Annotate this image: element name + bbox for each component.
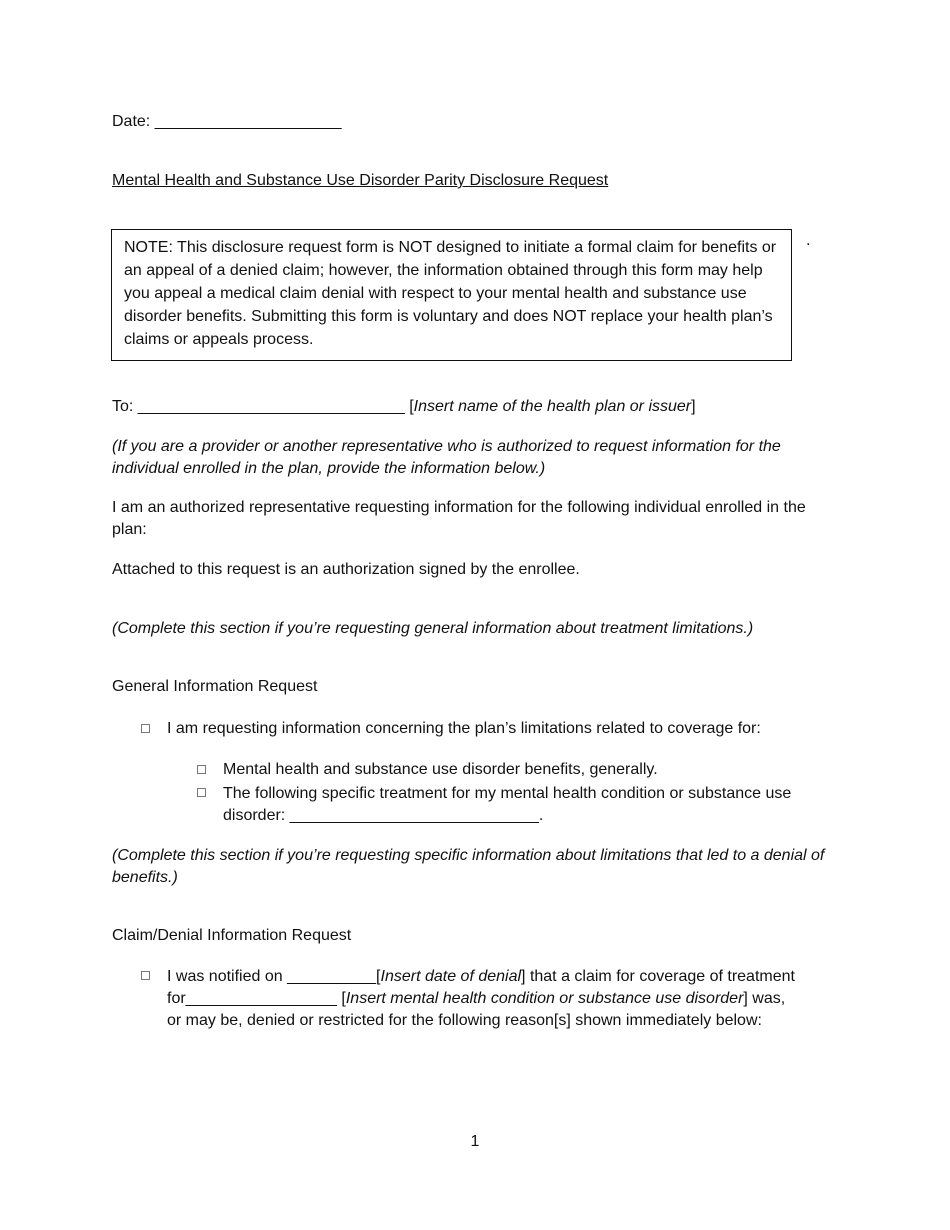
sub-item-label: Mental health and substance use disorder benefits, generally.: [223, 761, 658, 778]
to-prefix: To: ______________________________ [: [112, 398, 414, 415]
claim-hint-1: Insert date of denial: [380, 968, 522, 985]
checkbox-general[interactable]: [141, 724, 150, 733]
specific-instruction: (Complete this section if you’re requesting specific information about limitations that led to a denial of benefits.): [112, 847, 825, 886]
claim-hint-2: Insert mental health condition or substance use disorder: [345, 990, 744, 1007]
claim-item-label: [167, 966, 797, 1032]
general-item-label: I am requesting information concerning the plan’s limitations related to coverage for:: [167, 720, 761, 737]
date-field[interactable]: Date: _____________________: [112, 113, 342, 130]
to-suffix: ]: [691, 398, 696, 415]
claim-text-1: I was notified on __________[: [167, 968, 381, 985]
sub-item-label: The following specific treatment for my mental health condition or substance use disorder: ____________________________.: [223, 785, 792, 824]
representative-statement: I am an authorized representative requesting information for the following individual enrolled in the plan:: [112, 499, 806, 538]
page-title: Mental Health and Substance Use Disorder Parity Disclosure Request: [112, 172, 609, 189]
to-field[interactable]: [112, 396, 696, 418]
claim-text-2: ] that a claim for coverage of treatment for_________________ [: [167, 968, 795, 1007]
claim-heading: Claim/Denial Information Request: [112, 927, 352, 944]
note-box: NOTE: This disclosure request form is NOT designed to initiate a formal claim for benefits or an appeal of a denied claim; however, the information obtained through this form may help you appeal a medical claim denial with respect to your mental health and substance use disorder benefits. Submitting this form is voluntary and does NOT replace your health plan’s claims or appeals process.: [111, 229, 792, 361]
general-heading: General Information Request: [112, 678, 318, 695]
provider-instruction: (If you are a provider or another representative who is authorized to request information for the individual enrolled in the plan, provide the information below.): [112, 438, 781, 477]
authorization-statement: Attached to this request is an authorization signed by the enrollee.: [112, 561, 580, 578]
page-number: 1: [470, 1133, 480, 1150]
to-hint: Insert name of the health plan or issuer: [413, 398, 692, 415]
stray-mark: .: [806, 232, 811, 249]
checkbox-claim[interactable]: [141, 971, 150, 980]
claim-text-3: ] was, or may be, denied or restricted for the following reason[s] shown immediately below:: [167, 990, 786, 1029]
general-instruction: (Complete this section if you’re requesting general information about treatment limitations.): [112, 620, 754, 637]
checkbox-sub-1[interactable]: [197, 765, 206, 774]
checkbox-sub-2[interactable]: [197, 788, 206, 797]
